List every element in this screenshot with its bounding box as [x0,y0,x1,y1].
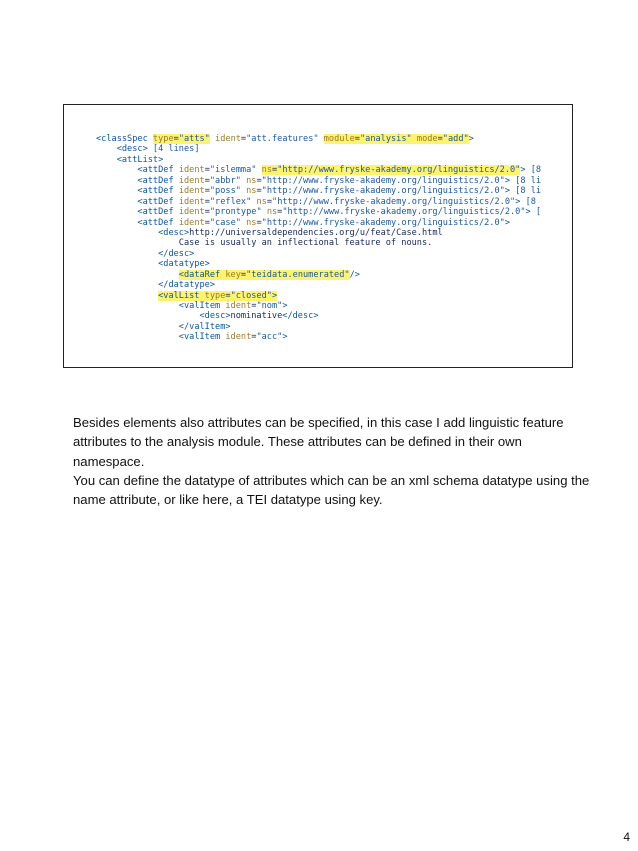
code-token: > [504,186,511,197]
code-token: = [204,196,210,207]
code-token: ns [246,175,257,186]
code-token: = [240,269,247,280]
code-token: key [225,269,241,280]
code-token: mode [416,134,438,144]
code-token: type [152,134,174,144]
code-line [96,134,572,144]
code-token: ident [215,134,241,144]
code-line [96,322,572,332]
code-line [96,311,572,321]
code-token: > [271,290,278,301]
code-token: ident [178,175,205,186]
code-line [96,280,572,290]
code-token: "atts" [178,134,210,144]
code-token [256,165,261,175]
code-token: > [282,332,288,343]
code-token: </desc> [282,311,319,322]
code-token: <classSpec [96,134,153,144]
code-token: ns [246,217,257,228]
code-token: "http://www.fryske-akademy.org/linguistics/2.0" [282,207,526,218]
code-token: = [277,207,283,218]
code-token: = [240,134,247,144]
code-token: [ [530,207,542,218]
code-token: "acc" [256,332,283,343]
code-token: = [354,134,360,144]
code-token: <valItem [178,332,226,343]
code-token: "teidata.enumerated" [246,269,350,280]
code-line [96,301,572,311]
code-token: "analysis" [359,134,412,144]
code-token [319,134,324,144]
code-token: [8 [525,165,542,176]
code-token: = [204,186,210,197]
code-cutoff [64,362,572,367]
code-token: nominative [230,311,283,322]
code-line [96,291,572,301]
code-token: "islemma" [209,165,257,176]
code-token: = [173,134,179,144]
code-token: = [225,290,231,301]
code-token: ns [261,165,272,176]
page-number: 4 [623,830,630,844]
code-token: http://universaldependencies.org/u/feat/Case.html [189,227,443,238]
code-line [96,259,572,269]
code-token: = [437,134,443,144]
code-line [96,270,572,280]
code-token: type [204,290,226,301]
code-token: <desc> [158,227,190,238]
code-token: > [520,165,526,176]
code-token: = [204,175,210,186]
code-token: = [204,207,210,218]
code-token: "case" [209,217,241,228]
code-token: ns [266,207,278,218]
code-token: ident [225,301,252,311]
code-token: = [272,165,278,176]
code-token: "http://www.fryske-akademy.org/linguistics/2.0" [277,165,521,176]
code-token: = [256,175,262,186]
code-token: > [525,207,531,218]
code-token: ident [178,196,205,207]
code-token: "http://www.fryske-akademy.org/linguistics/2.0" [261,217,505,228]
code-token: <attDef [137,186,179,197]
code-line [96,186,572,196]
code-token: ns [256,196,267,207]
code-token: "http://www.fryske-akademy.org/linguistics/2.0" [261,186,505,197]
code-line [96,144,572,154]
code-token: > [282,301,288,311]
code-token: "add" [442,134,469,144]
code-token: </desc> [158,248,195,259]
code-token: "att.features" [246,134,319,144]
code-token: ident [178,217,205,228]
code-token: = [266,196,273,207]
code-token: [8 li [510,186,542,197]
code-token: [4 lines] [147,144,200,155]
code-token: = [251,301,257,311]
code-token: ident [178,186,205,197]
code-token: = [204,217,210,228]
code-line [96,238,572,248]
code-line [96,165,572,175]
code-token: <attDef [137,165,179,176]
code-token: ident [178,165,205,176]
code-line [96,218,572,228]
code-token: "nom" [256,301,283,311]
code-token: "reflex" [209,196,252,207]
notes-paragraph-2: You can define the datatype of attributes which can be an xml schema datatype using the name attribute, or like here, a TEI datatype using key. [73,472,590,508]
code-token: > [504,217,511,228]
code-token: ident [225,332,252,343]
code-token: <attDef [137,217,179,228]
code-token: [8 [520,196,536,207]
code-token: = [251,332,257,343]
code-token: <valList [158,290,205,301]
code-token: "http://www.fryske-akademy.org/linguistics/2.0" [272,196,516,207]
code-token: [8 li [510,175,542,186]
code-token: <attList> [116,154,164,165]
code-token: "abbr" [209,175,241,186]
code-token: > [468,134,474,144]
code-token: </datatype> [158,280,216,291]
code-token: ns [246,186,257,197]
xml-code-listing [96,134,572,348]
notes-paragraph-1: Besides elements also attributes can be specified, in this case I add linguistic feature attributes to the analysis module. These attributes can be defined in their own namespace. [73,415,564,469]
code-token: /> [349,269,360,280]
code-token: = [256,186,262,197]
code-token: > [515,196,521,207]
code-token: <attDef [137,175,179,186]
code-token: Case is usually an inflectional feature of nouns. [178,238,433,249]
code-token: = [204,165,210,176]
code-token: ident [178,207,205,218]
code-token: module [323,134,355,144]
code-token: </valItem> [178,321,231,332]
code-line [96,249,572,259]
code-token: = [256,217,262,228]
code-token: > [504,175,511,186]
code-token: "closed" [230,290,272,301]
code-line [96,197,572,207]
code-line [96,207,572,217]
code-line [96,176,572,186]
code-token: <attDef [137,196,179,207]
code-token: <valItem [178,301,226,311]
code-token: "prontype" [209,207,262,218]
speaker-notes [73,413,593,509]
code-token: <datatype> [158,259,210,270]
code-line [96,332,572,342]
code-line [96,155,572,165]
code-token: <dataRef [178,269,226,280]
code-token: <desc> [199,311,231,322]
code-line [96,228,572,238]
code-token: <desc> [116,144,148,155]
code-token: "http://www.fryske-akademy.org/linguistics/2.0" [261,175,505,186]
slide-thumbnail [63,104,573,368]
code-token: <attDef [137,207,179,218]
code-token: "poss" [209,186,241,197]
